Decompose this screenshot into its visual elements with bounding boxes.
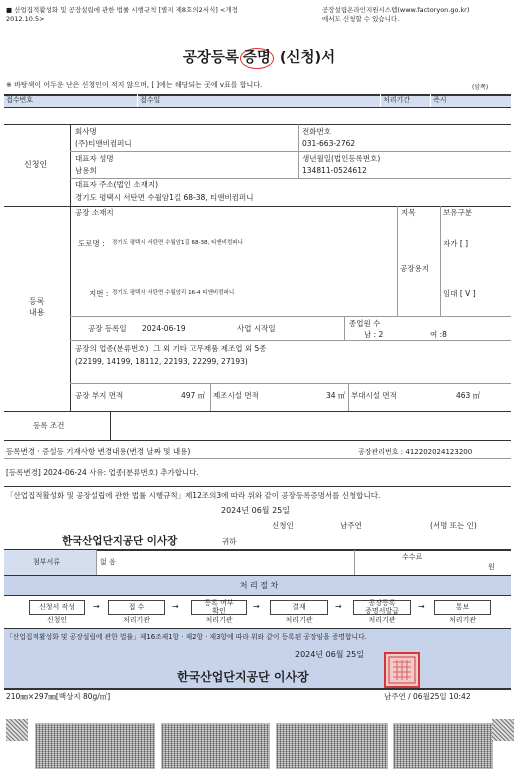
- process-actor-6: 처리기관: [448, 616, 477, 624]
- registration-date-value: 2024-06-19: [142, 324, 186, 333]
- process-step-6: 통보: [434, 600, 491, 615]
- process-heading: 처 리 절 차: [239, 581, 279, 590]
- lot-address-value: 경기도 평택시 서탄면 수월암리 16-4 티앤비컴퍼니: [112, 290, 235, 296]
- process-step-1: 신청서 작성: [29, 600, 85, 615]
- process-arrow-2: →: [172, 602, 179, 611]
- barcode-corner-marker-left: [6, 719, 28, 741]
- company-name-value: (주)티앤비컴퍼니: [75, 139, 132, 148]
- process-actor-4: 처리기관: [285, 616, 313, 624]
- employees-female: 여 :8: [430, 330, 447, 339]
- process-arrow-1: →: [93, 602, 100, 611]
- registration-date-label: 공장 등록일: [88, 324, 127, 333]
- fee-label: 수수료: [402, 553, 423, 561]
- factory-location-label: 공장 소재지: [75, 208, 114, 217]
- road-address-value: 경기도 평택시 서탄면 수월암1길 68-38, 티앤비컴퍼니: [112, 240, 243, 246]
- title-circled-word: 증명: [240, 48, 274, 69]
- road-address-label: 도로명 :: [78, 239, 105, 248]
- page-title: [0, 48, 518, 69]
- company-name-label: 회사명: [75, 127, 97, 136]
- title-prefix: 공장등록: [182, 50, 239, 66]
- birth-date-value: 134811-0524612: [302, 166, 367, 175]
- industry-label-text: 공장의 업종(분류번호): [75, 344, 149, 353]
- registration-section-label-1: 등록: [29, 297, 45, 306]
- regulation-line-1: ■ 산업집적활성화 및 공장설립에 관한 법률 시행규칙 [별지 제8호의2서식] <개정: [6, 6, 238, 14]
- registration-section-label-2: 내용: [29, 308, 45, 317]
- registration-condition-label: 등록 조건: [33, 421, 65, 430]
- barcode-block-1: [35, 723, 155, 769]
- regulation-line-2: 2012.10.5>: [6, 15, 45, 23]
- process-actor-3: 처리기관: [205, 616, 233, 624]
- representative-value: 남용희: [75, 166, 97, 175]
- receipt-date-label: 접수일: [140, 96, 161, 104]
- industry-label: [75, 345, 267, 353]
- ownership-owned: 자가 [ ]: [443, 239, 469, 248]
- issued-stamp: 남주연 / 06월25일 10:42: [384, 692, 471, 701]
- certification-issuer: 한국산업단지공단 이사장: [177, 670, 309, 684]
- representative-label: 대표자 성명: [75, 154, 114, 163]
- aux-area-value: 463 ㎡: [456, 391, 481, 400]
- process-step-5: 공장등록 증명서발급: [353, 600, 411, 615]
- process-step-4: 결재: [270, 600, 328, 615]
- process-arrow-3: →: [253, 602, 260, 611]
- applicant-signature-label: 신청인: [272, 521, 294, 530]
- page-side: (앞쪽): [472, 84, 489, 91]
- official-seal-icon: [384, 652, 420, 688]
- industry-codes: (22199, 14199, 18112, 22193, 22299, 27193): [75, 357, 248, 366]
- application-statement: 「산업집적활성화 및 공장설립에 관한 법률 시행규칙」제12조의3에 따라 위와 같이 공장등록증명서를 신청합니다.: [6, 491, 381, 500]
- barcode-block-2: [161, 723, 270, 769]
- address-value: 경기도 평택시 서탄면 수월암1길 68-38, 티앤비컴퍼니: [75, 193, 254, 202]
- ownership-lease: 임대 [ V ]: [443, 289, 476, 298]
- processing-period-value: 즉시: [433, 96, 447, 104]
- land-category-value: 공장용지: [400, 264, 429, 273]
- phone-value: 031-663-2762: [302, 139, 356, 148]
- addressee-honorific: 귀하: [222, 537, 237, 546]
- process-actor-2: 처리기관: [122, 616, 151, 624]
- paper-spec: 210㎜×297㎜[백상지 80g/㎡]: [6, 692, 111, 701]
- mfg-area-value: 34 ㎡: [326, 391, 346, 400]
- portal-line-1: 공장설립온라인지원시스템(www.factoryon.go.kr): [322, 6, 470, 14]
- mfg-area-label: 제조시설 면적: [213, 391, 259, 400]
- barcode-corner-marker-right: [492, 719, 514, 741]
- portal-line-2: 에서도 신청할 수 있습니다.: [322, 15, 400, 23]
- change-entry: [등록변경] 2024-06-24 사유: 업종(분류번호) 추가합니다.: [6, 468, 199, 477]
- land-category-label: 지목: [401, 208, 416, 217]
- applicant-signature-name: 남주연: [340, 521, 362, 530]
- employees-label: 종업원 수: [349, 319, 381, 328]
- changes-heading: 등록변경 · 증설등 기재사항 변경내용(변경 날짜 및 내용): [6, 447, 191, 456]
- business-start-label: 사업 시작일: [237, 324, 276, 333]
- employees-male: 남 : 2: [364, 330, 384, 339]
- ownership-label: 보유구분: [443, 208, 472, 217]
- process-step-2: 접 수: [108, 600, 165, 615]
- address-label: 대표자 주소(법인 소재지): [75, 180, 159, 189]
- applicant-section-label: 신청인: [24, 160, 48, 169]
- process-arrow-4: →: [335, 602, 342, 611]
- receipt-number-label: 접수번호: [6, 96, 34, 104]
- processing-period-label: 처리기간: [383, 96, 411, 104]
- fee-unit: 원: [488, 563, 495, 571]
- certification-date: 2024년 06월 25일: [295, 650, 364, 659]
- lot-address-label: 지번 :: [89, 289, 109, 298]
- factory-management-number: 공장관리번호 : 412202024123200: [358, 448, 473, 456]
- attachments-label: 첨부서류: [33, 558, 61, 566]
- process-actor-5: 처리기관: [368, 616, 396, 624]
- aux-area-label: 부대시설 면적: [351, 391, 397, 400]
- signature-note: (서명 또는 인): [430, 521, 477, 530]
- title-suffix: (신청)서: [274, 50, 336, 66]
- barcode-block-3: [276, 723, 388, 769]
- application-date: 2024년 06월 25일: [221, 506, 290, 515]
- process-arrow-5: →: [418, 602, 425, 611]
- birth-date-label: 생년월일(법인등록번호): [302, 154, 381, 163]
- site-area-value: 497 ㎡: [181, 391, 206, 400]
- barcode-block-4: [393, 723, 493, 769]
- site-area-label: 공장 부지 면적: [75, 391, 124, 400]
- addressee: 한국산업단지공단 이사장: [62, 535, 178, 547]
- attachments-value: 없 음: [100, 558, 116, 566]
- industry-value: 그 외 기타 고무제품 제조업 외 5종: [153, 344, 267, 353]
- notice-text: ※ 바탕색이 어두운 난은 신청인이 적지 않으며, [ ]에는 해당되는 곳에 v표를 합니다.: [6, 81, 263, 89]
- process-step-3: 등록 여부 확인: [191, 600, 247, 615]
- certification-statement: 「산업집적활성화 및 공장설립에 관한 법률」제16조제1항 · 제2항 · 제3항에 따라 위와 같이 등록된 공장임을 증명합니다.: [6, 633, 367, 641]
- phone-label: 전화번호: [302, 127, 331, 136]
- process-actor-1: 신청인: [46, 616, 68, 624]
